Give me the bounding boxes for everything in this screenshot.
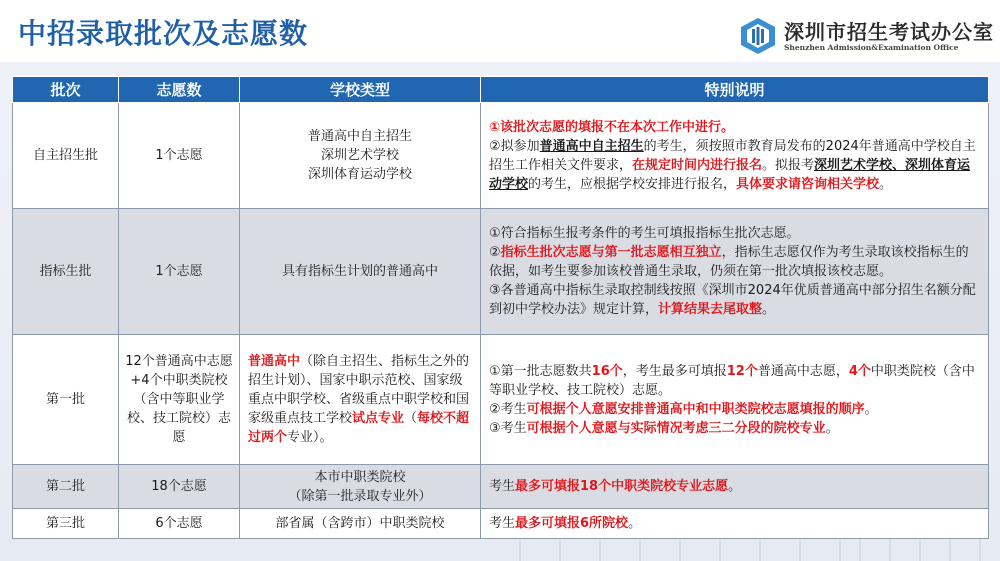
- note-emphasis: 普通高中自主招生: [539, 138, 644, 154]
- note-paragraph: [489, 137, 980, 194]
- note-text: ①符合指标生报考条件的考生可填报指标生批次志愿。: [489, 226, 800, 241]
- table-row: [13, 465, 989, 509]
- note-highlight: 计算结果去尾取整: [658, 302, 763, 317]
- batch-cell: 指标生批: [13, 209, 119, 335]
- school-type-cell: 部省属（含跨市）中职类院校: [240, 509, 481, 539]
- note-highlight: 4个: [848, 363, 871, 379]
- note-text: 。: [879, 176, 893, 192]
- note-text: 考生: [489, 479, 516, 494]
- note-text: ③各普通高中指标生录取控制线按照《深圳市2024年优质普通高中部分招生名额分配到初中学校办法》规定计算，: [489, 283, 976, 317]
- school-type-text: 专业）。: [287, 430, 333, 445]
- school-type-cell: 具有指标生计划的普通高中: [240, 209, 481, 335]
- logo-subtitle: Shenzhen Admission&Examination Office: [784, 43, 959, 52]
- note-text: ③考生: [489, 420, 527, 436]
- notes-cell: [481, 103, 989, 209]
- table-header-row: [13, 77, 989, 103]
- note-text: 的考生，应根据学校安排进行报名，: [528, 176, 737, 192]
- logo-name: 深圳市招生考试办公室: [784, 20, 994, 44]
- note-text: 的考生，须按照市教育局发布的2024年普通高中学校自主招生工作相关文件要求，: [489, 138, 976, 173]
- note-text: ，考生最多可填报: [622, 363, 727, 379]
- school-type-cell: [240, 335, 481, 465]
- note-paragraph: [489, 400, 980, 419]
- note-text: 。: [628, 516, 642, 531]
- note-emphasis: 深圳艺术学校、深圳体育运动学校: [489, 157, 971, 192]
- notes-cell: [481, 509, 989, 539]
- count-cell: 12个普通高中志愿+4个中职类院校（含中等职业学校、技工院校）志愿: [119, 335, 240, 465]
- note-highlight: 可根据个人意愿与实际情况考虑三二分段的院校专业: [526, 420, 826, 436]
- table-row: [13, 103, 989, 209]
- school-type-text: （除自主招生、指标生之外的招生计划）、国家中职示范校、国家级重点中职学校、省级重点中职学校和国家级重点技工学校: [248, 354, 470, 426]
- school-type-line: 深圳体育运动学校: [307, 167, 412, 182]
- header-count: 志愿数: [119, 77, 240, 103]
- notes-cell: [481, 335, 989, 465]
- note-text: 中职类院校（含中等职业学校、技工院校）志愿。: [489, 363, 975, 398]
- note-highlight: 具体要求请咨询相关学校: [736, 176, 880, 192]
- batch-cell: 第一批: [13, 335, 119, 465]
- school-type-line: 深圳艺术学校: [320, 148, 399, 163]
- note-text: ②拟参加: [489, 138, 540, 154]
- note-highlight: 最多可填报18个中职类院校专业志愿: [515, 479, 729, 494]
- count-cell: 1个志愿: [119, 209, 240, 335]
- batch-cell: 自主招生批: [13, 103, 119, 209]
- school-type-highlight: 每校不超过两个: [248, 411, 470, 445]
- school-type-line: 本市中职类院校: [314, 469, 406, 485]
- note-text: 。: [825, 420, 839, 436]
- notes-cell: [481, 209, 989, 335]
- batch-cell: 第二批: [13, 465, 119, 509]
- school-type-highlight: 普通高中: [248, 354, 301, 369]
- count-cell: 6个志愿: [119, 509, 240, 539]
- table-row: [13, 335, 989, 465]
- school-type-line: （除第一批录取专业外）: [288, 488, 432, 504]
- school-type-line: 普通高中自主招生: [307, 129, 412, 144]
- note-text: ，指标生志愿仅作为考生录取该校指标生的依据，如考生要参加该校普通生录取，仍须在第一批次填报该校志愿。: [489, 245, 969, 279]
- note-highlight: 16个: [591, 363, 623, 379]
- note-paragraph: [489, 243, 980, 281]
- notes-cell: [481, 465, 989, 509]
- note-highlight: 12个: [726, 363, 758, 379]
- admission-batch-table: [12, 76, 989, 539]
- header-notes: 特别说明: [481, 77, 989, 103]
- note-highlight: 可根据个人意愿安排普通高中和中职类院校志愿填报的顺序: [526, 401, 865, 417]
- logo: [738, 14, 994, 62]
- school-type-cell: [240, 465, 481, 509]
- note-highlight: 在规定时间内进行报名: [632, 157, 763, 173]
- note-text: 。: [864, 401, 878, 417]
- count-cell: 1个志愿: [119, 103, 240, 209]
- note-text: 。: [762, 302, 776, 317]
- header-batch: 批次: [13, 77, 119, 103]
- page-title: 中招录取批次及志愿数: [18, 17, 309, 50]
- table-row: [13, 209, 989, 335]
- note-text: 普通高中志愿，: [757, 363, 849, 379]
- count-cell: 18个志愿: [119, 465, 240, 509]
- note-text: ②: [489, 245, 501, 260]
- note-highlight: 最多可填报6所院校: [515, 516, 629, 531]
- note-text: ①第一批志愿数共: [489, 363, 592, 379]
- table-row: [13, 509, 989, 539]
- note-text: ②考生: [489, 401, 527, 417]
- note-text: 。拟报考: [762, 157, 815, 173]
- note-paragraph: [489, 419, 980, 438]
- office-logo-icon: [738, 16, 778, 56]
- school-type-cell: [240, 103, 481, 209]
- note-text: ①该批次志愿的填报不在本次工作中进行。: [489, 119, 735, 135]
- note-paragraph: [489, 281, 980, 319]
- school-type-highlight: 试点专业: [352, 411, 405, 426]
- school-type-text: （: [404, 411, 418, 426]
- note-text: 考生: [489, 516, 516, 531]
- note-highlight: 指标生批次志愿与第一批志愿相互独立: [500, 245, 722, 260]
- note-paragraph: [489, 362, 980, 400]
- header-school-type: 学校类型: [240, 77, 481, 103]
- note-text: 。: [728, 479, 742, 494]
- batch-cell: 第三批: [13, 509, 119, 539]
